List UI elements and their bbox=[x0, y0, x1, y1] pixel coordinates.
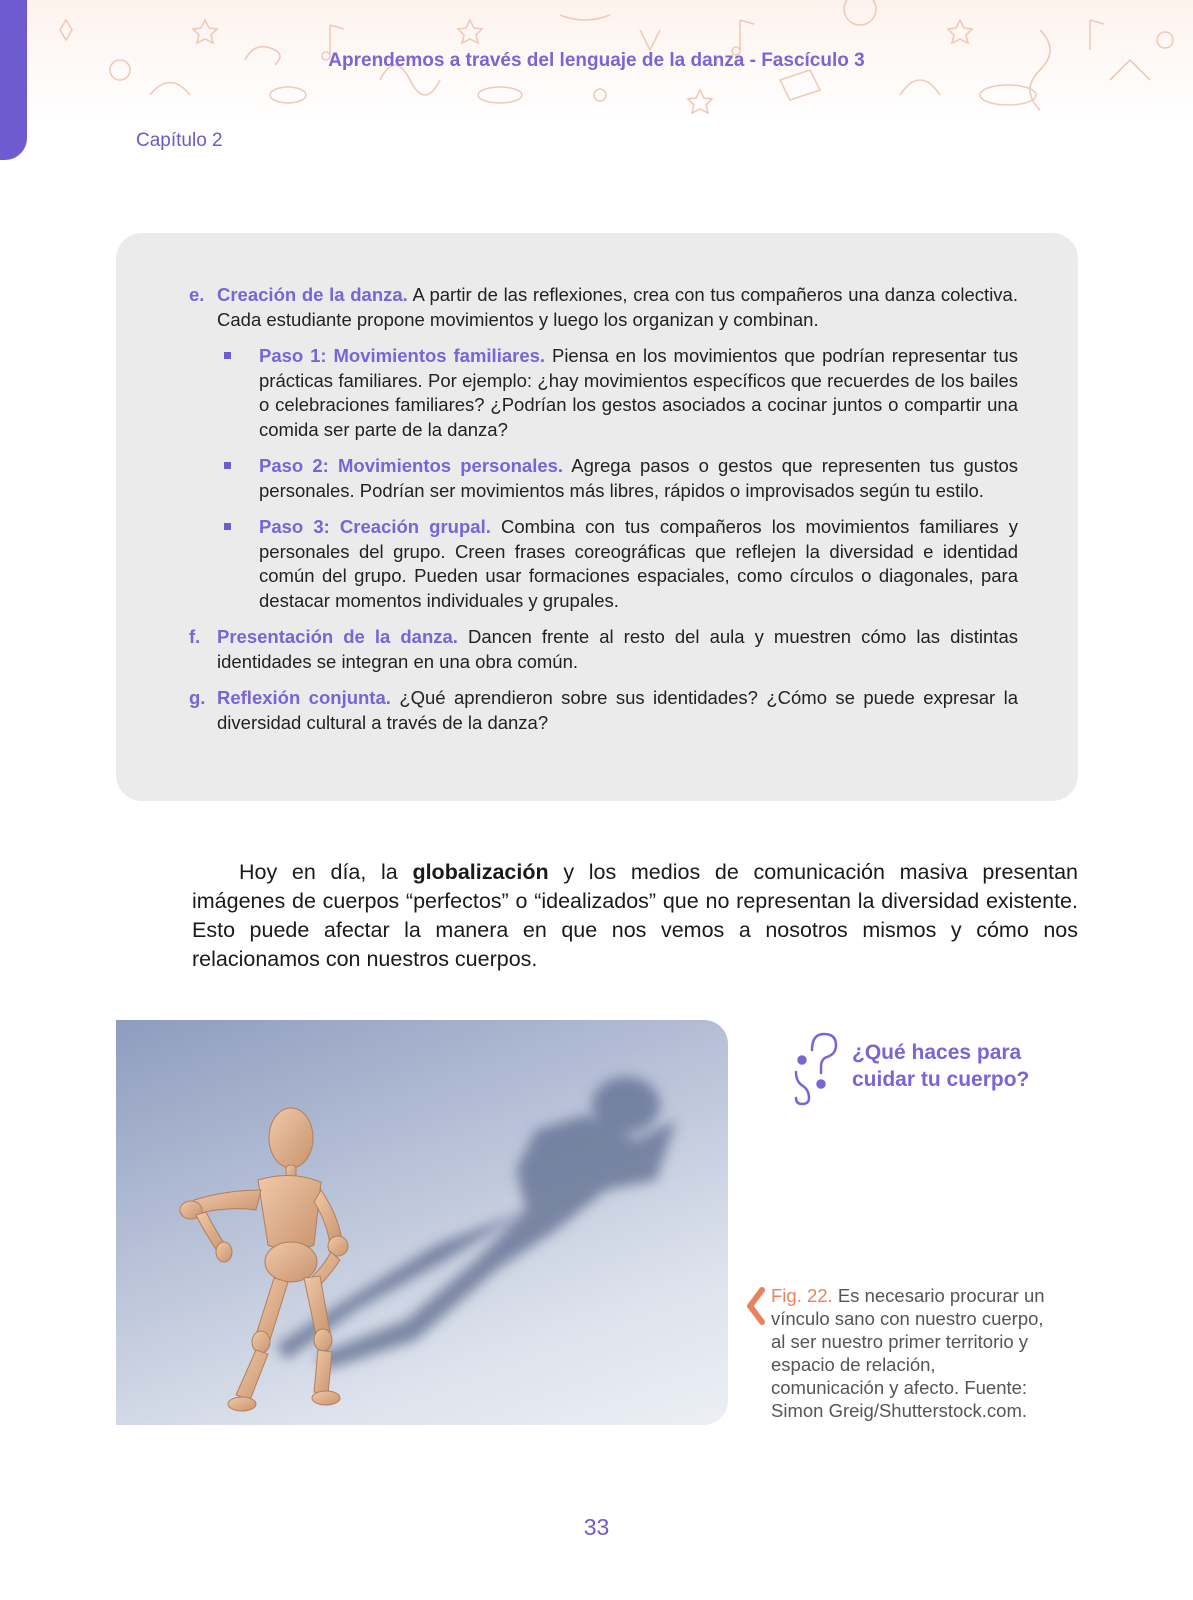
step-item-1 bbox=[217, 344, 1018, 442]
activity-text: A partir de las reflexiones, crea con tus compañeros una danza colectiva. Cada estudiante propone movimientos y luego los organizan y combinan. bbox=[217, 284, 1018, 330]
activity-title: Presentación de la danza. bbox=[217, 626, 458, 647]
step-title: Paso 3: Creación grupal. bbox=[259, 516, 491, 537]
intro-bold-term: globalización bbox=[412, 860, 549, 884]
figure-wooden-mannequin bbox=[116, 1020, 728, 1425]
activity-item-g bbox=[189, 686, 1018, 735]
step-item-3 bbox=[217, 515, 1018, 613]
header-title: Aprendemos a través del lenguaje de la danza - Fascículo 3 bbox=[328, 50, 865, 71]
bullet-square-icon bbox=[224, 462, 231, 469]
bullet-square-icon bbox=[224, 352, 231, 359]
intro-text-start: Hoy en día, la bbox=[239, 860, 413, 884]
activity-list bbox=[189, 283, 1018, 747]
page-number: 33 bbox=[583, 1514, 610, 1540]
figure-label: Fig. 22. bbox=[771, 1285, 833, 1306]
intro-text-end: y los medios de comunicación masiva presentan imágenes de cuerpos “perfectos” o “idealizados” que no representan la diversidad existente. Esto puede afectar la manera en que nos vemos a nosotros mismos y cómo nos relacionamos con nuestros cuerpos. bbox=[192, 860, 1078, 971]
chapter-label: Capítulo 2 bbox=[136, 130, 223, 151]
step-item-2 bbox=[217, 454, 1018, 503]
step-title: Paso 2: Movimientos personales. bbox=[259, 455, 564, 476]
chapter-side-tab bbox=[0, 0, 27, 160]
activity-title: Creación de la danza. bbox=[217, 284, 408, 305]
activity-item-f bbox=[189, 625, 1018, 674]
mannequin-illustration bbox=[116, 1020, 728, 1425]
activity-letter: e. bbox=[189, 284, 205, 305]
step-title: Paso 1: Movimientos familiares. bbox=[259, 345, 546, 366]
step-text: Piensa en los movimientos que podrían representar tus prácticas familiares. Por ejemplo: ¿hay movimientos específicos que recuerdes de los bailes o celebraciones familiares? ¿Podrían los gestos asociados a cocinar juntos o compartir una comida ser parte de la danza? bbox=[259, 345, 1018, 440]
step-text: Agrega pasos o gestos que representen tus gustos personales. Podrían ser movimientos más libres, rápidos o improvisados según tu estilo. bbox=[259, 455, 1019, 501]
activity-item-e bbox=[189, 283, 1018, 613]
chevron-left-icon bbox=[744, 1286, 768, 1326]
activity-text: ¿Qué aprendieron sobre sus identidades? ¿Cómo se puede expresar la diversidad cultural a través de la danza? bbox=[217, 687, 1018, 733]
bullet-square-icon bbox=[224, 523, 231, 530]
activity-text: Dancen frente al resto del aula y muestren cómo las distintas identidades se integran en una obra común. bbox=[217, 626, 1018, 672]
activity-title: Reflexión conjunta. bbox=[217, 687, 391, 708]
reflection-question: ¿Qué haces para cuidar tu cuerpo? bbox=[852, 1041, 1030, 1091]
step-list bbox=[217, 344, 1018, 613]
figure-caption bbox=[771, 1284, 1051, 1422]
question-marks-icon bbox=[790, 1028, 840, 1106]
step-text: Combina con tus compañeros los movimientos familiares y personales del grupo. Creen frases coreográficas que reflejen la diversidad e identidad común del grupo. Pueden usar formaciones espaciales, como círculos o diagonales, para destacar momentos individuales y grupales. bbox=[259, 516, 1018, 611]
activity-letter: g. bbox=[189, 687, 206, 708]
activity-letter: f. bbox=[189, 626, 201, 647]
intro-paragraph bbox=[192, 858, 1078, 974]
figure-caption-text: Es necesario procurar un vínculo sano con nuestro cuerpo, al ser nuestro primer territorio y espacio de relación, comunicación y afecto. Fuente: Simon Greig/Shutterstock.com. bbox=[771, 1285, 1045, 1421]
